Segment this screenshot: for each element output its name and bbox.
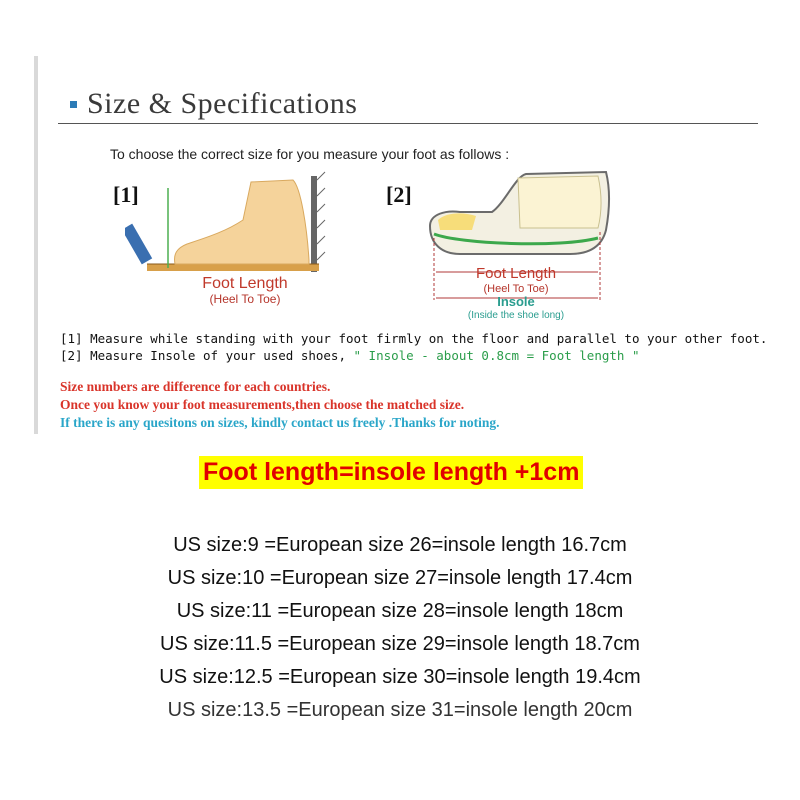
advice-line-3: If there is any quesitons on sizes, kindly contact us freely .Thanks for noting. bbox=[60, 415, 500, 430]
highlight-text: Foot length=insole length +1cm bbox=[203, 458, 580, 486]
size-row: US size:10 =European size 27=insole length 17.4cm bbox=[167, 567, 633, 589]
figure-1-label: [1] bbox=[113, 182, 139, 207]
size-row: US size:11 =European size 28=insole length 18cm bbox=[176, 600, 624, 622]
insole-caption: Insole bbox=[497, 294, 535, 309]
insole-subcaption: (Inside the shoe long) bbox=[467, 310, 565, 321]
figure-2-subcaption: (Heel To Toe) bbox=[483, 283, 549, 295]
note-line-1: [1] Measure while standing with your foot firmly on the floor and parallel to your other foot. bbox=[60, 331, 768, 346]
size-row: US size:12.5 =European size 30=insole length 19.4cm bbox=[159, 666, 641, 688]
foot-measure-illustration bbox=[125, 168, 345, 313]
panel-divider bbox=[34, 56, 38, 434]
insole-measure-illustration bbox=[420, 168, 620, 323]
size-advice bbox=[60, 378, 500, 432]
note-line-2 bbox=[60, 347, 767, 364]
figure-2-caption: Foot Length bbox=[475, 265, 557, 282]
size-chart-list bbox=[0, 530, 800, 728]
size-row: US size:9 =European size 26=insole length 16.7cm bbox=[173, 534, 627, 556]
size-row: US size:11.5 =European size 29=insole length 18.7cm bbox=[160, 633, 640, 655]
size-row: US size:13.5 =European size 31=insole length 20cm bbox=[167, 699, 633, 721]
note-line-2-green: " Insole - about 0.8cm = Foot length " bbox=[353, 348, 640, 363]
bullet-icon bbox=[70, 101, 77, 108]
figure-1-subcaption: (Heel To Toe) bbox=[209, 292, 281, 306]
page-title: Size & Specifications bbox=[87, 87, 358, 120]
advice-line-2: Once you know your foot measurements,then choose the matched size. bbox=[60, 397, 465, 412]
title-divider bbox=[58, 123, 758, 124]
figure-2-label: [2] bbox=[386, 182, 412, 207]
note-line-2-prefix: [2] Measure Insole of your used shoes, bbox=[60, 348, 354, 363]
figure-1-caption: Foot Length bbox=[202, 275, 288, 292]
intro-text: To choose the correct size for you measure your foot as follows : bbox=[110, 146, 510, 162]
section-header bbox=[70, 84, 357, 124]
advice-line-1: Size numbers are difference for each countries. bbox=[60, 379, 331, 394]
highlight-banner bbox=[199, 456, 583, 489]
measurement-notes bbox=[60, 330, 767, 364]
